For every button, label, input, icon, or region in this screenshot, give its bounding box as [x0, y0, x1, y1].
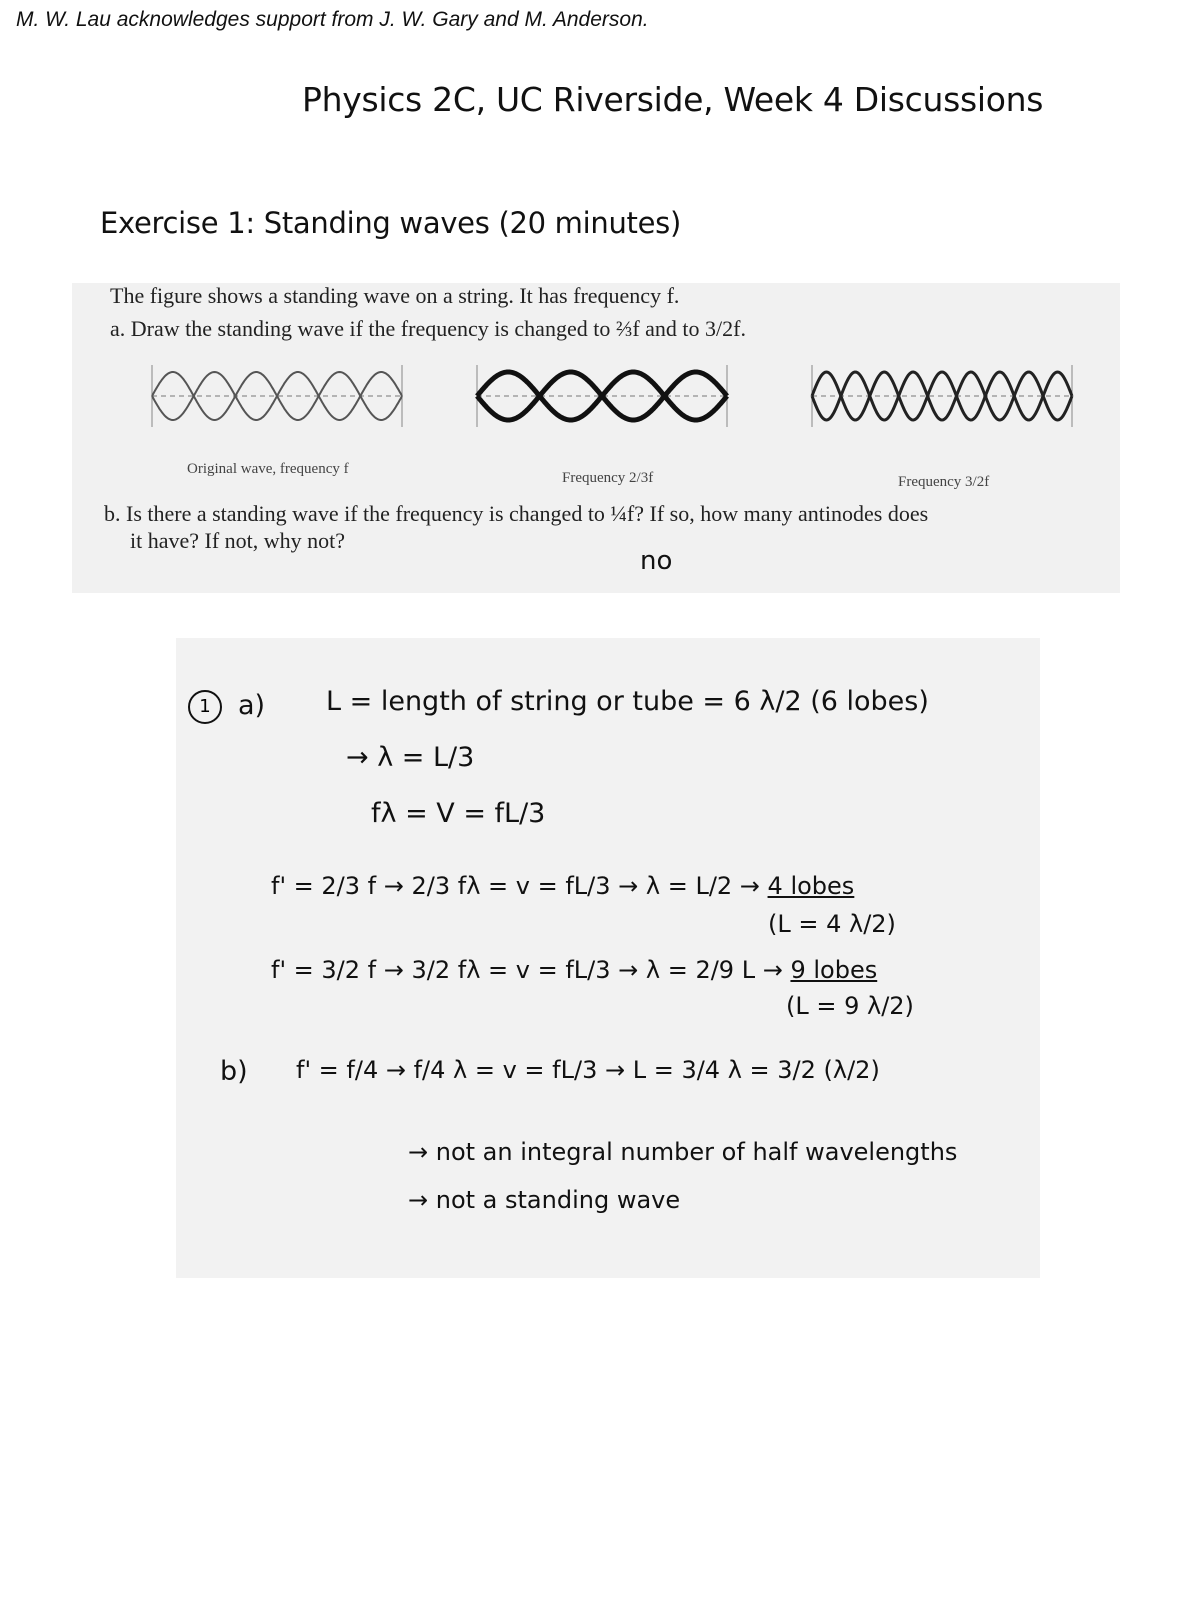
- nine-lobes-result: 9 lobes: [790, 956, 878, 984]
- problem-part-b-line2: it have? If not, why not?: [130, 528, 346, 553]
- solution-line-2: → λ = L/3: [346, 742, 475, 773]
- solution-number: 1: [188, 690, 222, 724]
- solution-line-3: fλ = V = fL/3: [371, 798, 546, 829]
- caption-three-halves: Frequency 3/2f: [898, 474, 990, 490]
- solution-line-6: f' = f/4 → f/4 λ = v = fL/3 → L = 3/4 λ = 3/2 (λ/2): [296, 1056, 880, 1084]
- solution-line-8: → not a standing wave: [408, 1186, 681, 1214]
- solution-line-4: f' = 2/3 f → 2/3 fλ = v = fL/3 → λ = L/2 → 4 lobes: [271, 872, 855, 900]
- solution-line-5-note: (L = 9 λ/2): [786, 992, 914, 1020]
- solution-line-5: f' = 3/2 f → 3/2 fλ = v = fL/3 → λ = 2/9 L → 9 lobes: [271, 956, 878, 984]
- problem-part-a: a. Draw the standing wave if the frequency is changed to ⅔f and to 3/2f.: [110, 316, 746, 341]
- solution-line-4-note: (L = 4 λ/2): [768, 910, 896, 938]
- exercise-heading: Exercise 1: Standing waves (20 minutes): [100, 206, 681, 240]
- part-b-label: b): [220, 1056, 248, 1087]
- problem-figure: [72, 283, 1120, 593]
- three-halves-wave-diagram: [807, 361, 1077, 431]
- four-lobes-result: 4 lobes: [767, 872, 855, 900]
- acknowledgement: M. W. Lau acknowledges support from J. W. Gary and M. Anderson.: [16, 8, 649, 31]
- problem-intro: The figure shows a standing wave on a string. It has frequency f.: [110, 283, 680, 308]
- handwritten-solution: [176, 638, 1040, 1278]
- original-wave-diagram: [147, 361, 407, 431]
- solution-line-1: L = length of string or tube = 6 λ/2 (6 lobes): [326, 686, 929, 717]
- solution-line-7: → not an integral number of half wavelengths: [408, 1138, 958, 1166]
- problem-part-b-line1: b. Is there a standing wave if the frequency is changed to ¼f? If so, how many antinodes does: [104, 501, 929, 526]
- part-a-label: a): [238, 690, 266, 721]
- caption-original: Original wave, frequency f: [187, 461, 349, 477]
- page-title: Physics 2C, UC Riverside, Week 4 Discussions: [302, 80, 1044, 119]
- handwritten-answer: no: [640, 546, 673, 576]
- caption-two-thirds: Frequency 2/3f: [562, 470, 654, 486]
- two-thirds-wave-diagram: [472, 361, 732, 431]
